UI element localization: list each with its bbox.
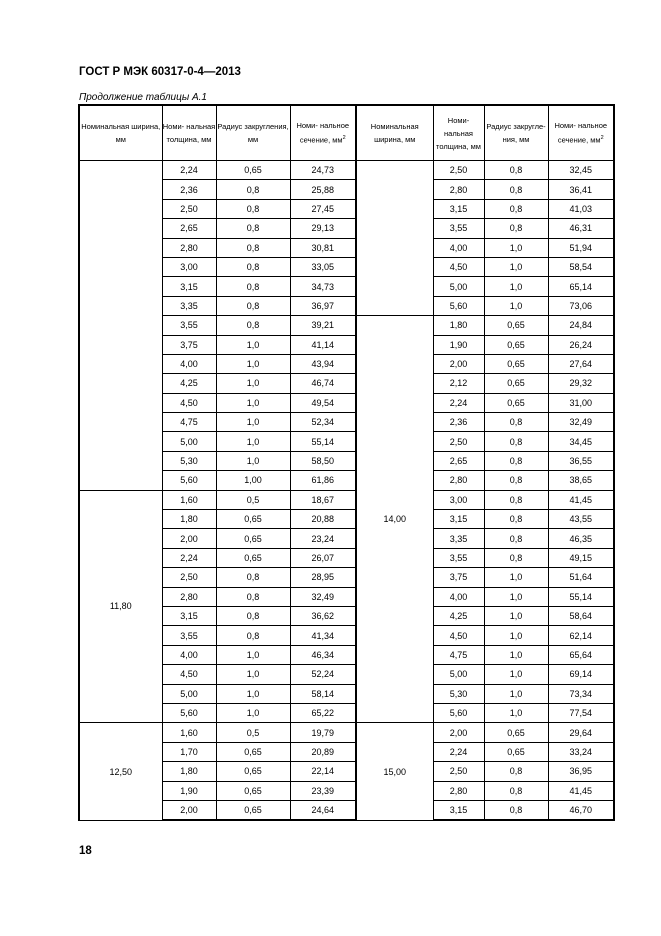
document-header: ГОСТ Р МЭК 60317-0-4—2013 (79, 66, 241, 78)
thickness-cell: 5,00 (162, 432, 216, 451)
thickness-cell: 2,36 (162, 180, 216, 199)
section-cell: 32,49 (290, 587, 356, 606)
thickness-cell: 3,00 (433, 490, 484, 509)
section-cell: 34,45 (548, 432, 614, 451)
radius-cell: 0,65 (484, 393, 548, 412)
radius-cell: 0,65 (484, 374, 548, 393)
radius-cell: 1,0 (216, 645, 290, 664)
thickness-cell: 1,70 (162, 742, 216, 761)
radius-cell: 0,65 (484, 335, 548, 354)
thickness-cell: 5,00 (433, 665, 484, 684)
section-cell: 27,64 (548, 354, 614, 373)
thickness-cell: 2,80 (433, 180, 484, 199)
thickness-cell: 1,80 (162, 510, 216, 529)
thickness-cell: 3,55 (433, 219, 484, 238)
thickness-cell: 5,30 (162, 451, 216, 470)
radius-cell: 1,00 (216, 471, 290, 490)
section-cell: 46,74 (290, 374, 356, 393)
section-cell: 51,64 (548, 568, 614, 587)
radius-cell: 1,0 (484, 587, 548, 606)
section-cell: 43,94 (290, 354, 356, 373)
thickness-cell: 4,00 (433, 238, 484, 257)
section-cell: 77,54 (548, 703, 614, 722)
thickness-cell: 2,00 (433, 723, 484, 742)
radius-cell: 0,65 (216, 781, 290, 800)
section-cell: 33,05 (290, 257, 356, 276)
section-cell: 32,45 (548, 161, 614, 180)
radius-cell: 0,8 (216, 180, 290, 199)
width-cell-left: 12,50 (79, 723, 162, 820)
thickness-cell: 3,15 (433, 800, 484, 820)
data-table (78, 104, 615, 821)
superscript: 2 (600, 135, 604, 142)
section-cell: 34,73 (290, 277, 356, 296)
section-cell: 30,81 (290, 238, 356, 257)
section-cell: 73,34 (548, 684, 614, 703)
section-cell: 38,65 (548, 471, 614, 490)
radius-cell: 1,0 (484, 296, 548, 315)
section-cell: 46,34 (290, 645, 356, 664)
thickness-cell: 4,00 (162, 354, 216, 373)
radius-cell: 1,0 (216, 374, 290, 393)
radius-cell: 1,0 (484, 703, 548, 722)
thickness-cell: 2,12 (433, 374, 484, 393)
section-cell: 36,97 (290, 296, 356, 315)
section-cell: 25,88 (290, 180, 356, 199)
thickness-cell: 2,24 (433, 742, 484, 761)
radius-cell: 1,0 (484, 684, 548, 703)
radius-cell: 0,8 (484, 490, 548, 509)
thickness-cell: 5,00 (433, 277, 484, 296)
section-cell: 58,50 (290, 451, 356, 470)
radius-cell: 0,8 (484, 762, 548, 781)
thickness-cell: 3,00 (162, 257, 216, 276)
section-cell: 26,07 (290, 548, 356, 567)
thickness-cell: 4,75 (433, 645, 484, 664)
section-cell: 29,32 (548, 374, 614, 393)
table-row (79, 161, 614, 180)
section-cell: 52,24 (290, 665, 356, 684)
thickness-cell: 5,60 (433, 703, 484, 722)
section-cell: 62,14 (548, 626, 614, 645)
radius-cell: 0,8 (484, 180, 548, 199)
section-cell: 36,95 (548, 762, 614, 781)
thickness-cell: 3,15 (162, 277, 216, 296)
thickness-cell: 1,90 (162, 781, 216, 800)
section-cell: 28,95 (290, 568, 356, 587)
thickness-cell: 3,35 (162, 296, 216, 315)
thickness-cell: 2,65 (433, 451, 484, 470)
width-cell-left: 11,80 (79, 490, 162, 723)
radius-cell: 0,65 (216, 529, 290, 548)
radius-cell: 0,65 (216, 548, 290, 567)
thickness-cell: 3,35 (433, 529, 484, 548)
radius-cell: 0,8 (216, 587, 290, 606)
section-cell: 19,79 (290, 723, 356, 742)
radius-cell: 1,0 (216, 665, 290, 684)
thickness-cell: 1,80 (433, 316, 484, 335)
radius-cell: 0,8 (216, 238, 290, 257)
section-cell: 23,24 (290, 529, 356, 548)
section-cell: 26,24 (548, 335, 614, 354)
section-cell: 58,64 (548, 606, 614, 625)
radius-cell: 1,0 (216, 451, 290, 470)
page-number: 18 (79, 845, 92, 857)
table-caption: Продолжение таблицы А.1 (79, 92, 207, 103)
radius-cell: 0,8 (484, 800, 548, 820)
section-cell: 36,41 (548, 180, 614, 199)
header-radius-right: Радиус закругле- ния, мм (484, 105, 548, 161)
thickness-cell: 4,50 (433, 257, 484, 276)
thickness-cell: 2,00 (162, 800, 216, 820)
radius-cell: 0,8 (216, 199, 290, 218)
header-section-left-text: Номи- нальное сечение, мм (296, 121, 350, 145)
thickness-cell: 2,24 (162, 548, 216, 567)
thickness-cell: 3,75 (162, 335, 216, 354)
thickness-cell: 2,24 (162, 161, 216, 180)
section-cell: 58,54 (548, 257, 614, 276)
radius-cell: 1,0 (216, 354, 290, 373)
section-cell: 27,45 (290, 199, 356, 218)
section-cell: 65,22 (290, 703, 356, 722)
superscript: 2 (342, 135, 346, 142)
thickness-cell: 4,00 (162, 645, 216, 664)
radius-cell: 0,8 (216, 277, 290, 296)
section-cell: 29,13 (290, 219, 356, 238)
header-section-left (290, 105, 356, 161)
radius-cell: 1,0 (216, 432, 290, 451)
thickness-cell: 2,65 (162, 219, 216, 238)
radius-cell: 0,8 (484, 432, 548, 451)
header-thickness-left: Номи- нальная толщина, мм (162, 105, 216, 161)
table-row (79, 723, 614, 742)
thickness-cell: 2,24 (433, 393, 484, 412)
header-thickness-right: Номи- нальная толщина, мм (433, 105, 484, 161)
thickness-cell: 1,80 (162, 762, 216, 781)
radius-cell: 1,0 (484, 645, 548, 664)
section-cell: 20,89 (290, 742, 356, 761)
thickness-cell: 3,55 (162, 626, 216, 645)
radius-cell: 0,65 (484, 723, 548, 742)
thickness-cell: 2,50 (162, 199, 216, 218)
section-cell: 61,86 (290, 471, 356, 490)
thickness-cell: 2,50 (433, 161, 484, 180)
radius-cell: 1,0 (484, 568, 548, 587)
section-cell: 73,06 (548, 296, 614, 315)
thickness-cell: 5,30 (433, 684, 484, 703)
section-cell: 36,55 (548, 451, 614, 470)
section-cell: 39,21 (290, 316, 356, 335)
radius-cell: 0,8 (216, 606, 290, 625)
radius-cell: 1,0 (484, 665, 548, 684)
radius-cell: 0,65 (216, 161, 290, 180)
thickness-cell: 1,90 (433, 335, 484, 354)
section-cell: 41,45 (548, 490, 614, 509)
section-cell: 65,64 (548, 645, 614, 664)
section-cell: 52,34 (290, 413, 356, 432)
section-cell: 55,14 (290, 432, 356, 451)
thickness-cell: 5,60 (162, 703, 216, 722)
header-width-right: Номинальная ширина, мм (356, 105, 433, 161)
thickness-cell: 2,00 (433, 354, 484, 373)
thickness-cell: 2,80 (433, 471, 484, 490)
width-cell-right: 14,00 (356, 316, 433, 723)
radius-cell: 0,8 (484, 219, 548, 238)
section-cell: 31,00 (548, 393, 614, 412)
header-width-left: Номинальная ширина, мм (79, 105, 162, 161)
section-cell: 41,45 (548, 781, 614, 800)
thickness-cell: 2,50 (433, 432, 484, 451)
table-row (79, 490, 614, 509)
section-cell: 58,14 (290, 684, 356, 703)
radius-cell: 0,5 (216, 723, 290, 742)
section-cell: 29,64 (548, 723, 614, 742)
section-cell: 41,34 (290, 626, 356, 645)
radius-cell: 1,0 (484, 238, 548, 257)
thickness-cell: 2,50 (162, 568, 216, 587)
section-cell: 32,49 (548, 413, 614, 432)
thickness-cell: 4,25 (162, 374, 216, 393)
radius-cell: 1,0 (216, 684, 290, 703)
radius-cell: 1,0 (216, 703, 290, 722)
thickness-cell: 3,15 (433, 510, 484, 529)
header-section-right (548, 105, 614, 161)
radius-cell: 0,5 (216, 490, 290, 509)
radius-cell: 0,8 (484, 161, 548, 180)
radius-cell: 0,8 (484, 199, 548, 218)
radius-cell: 0,65 (216, 800, 290, 820)
radius-cell: 0,8 (484, 510, 548, 529)
section-cell: 65,14 (548, 277, 614, 296)
section-cell: 69,14 (548, 665, 614, 684)
width-cell-right: 15,00 (356, 723, 433, 820)
section-cell: 51,94 (548, 238, 614, 257)
section-cell: 36,62 (290, 606, 356, 625)
radius-cell: 1,0 (484, 257, 548, 276)
radius-cell: 0,65 (484, 316, 548, 335)
radius-cell: 0,8 (216, 257, 290, 276)
radius-cell: 0,8 (484, 413, 548, 432)
thickness-cell: 2,50 (433, 762, 484, 781)
radius-cell: 0,65 (216, 510, 290, 529)
thickness-cell: 4,50 (162, 665, 216, 684)
radius-cell: 0,8 (484, 471, 548, 490)
section-cell: 55,14 (548, 587, 614, 606)
thickness-cell: 4,25 (433, 606, 484, 625)
thickness-cell: 1,60 (162, 723, 216, 742)
radius-cell: 0,8 (484, 548, 548, 567)
thickness-cell: 4,50 (162, 393, 216, 412)
thickness-cell: 5,60 (433, 296, 484, 315)
radius-cell: 0,8 (216, 316, 290, 335)
thickness-cell: 2,36 (433, 413, 484, 432)
thickness-cell: 3,55 (162, 316, 216, 335)
thickness-cell: 2,80 (162, 587, 216, 606)
section-cell: 23,39 (290, 781, 356, 800)
section-cell: 46,70 (548, 800, 614, 820)
radius-cell: 0,65 (484, 742, 548, 761)
section-cell: 18,67 (290, 490, 356, 509)
section-cell: 46,35 (548, 529, 614, 548)
section-cell: 41,03 (548, 199, 614, 218)
section-cell: 49,54 (290, 393, 356, 412)
thickness-cell: 2,80 (433, 781, 484, 800)
section-cell: 20,88 (290, 510, 356, 529)
section-cell: 49,15 (548, 548, 614, 567)
section-cell: 24,73 (290, 161, 356, 180)
section-cell: 24,64 (290, 800, 356, 820)
radius-cell: 0,8 (484, 529, 548, 548)
radius-cell: 0,65 (216, 742, 290, 761)
thickness-cell: 2,00 (162, 529, 216, 548)
radius-cell: 0,65 (216, 762, 290, 781)
thickness-cell: 5,00 (162, 684, 216, 703)
radius-cell: 1,0 (216, 393, 290, 412)
section-cell: 46,31 (548, 219, 614, 238)
thickness-cell: 4,50 (433, 626, 484, 645)
header-radius-left: Радиус закругления, мм (216, 105, 290, 161)
table-body (79, 161, 614, 821)
radius-cell: 0,8 (216, 219, 290, 238)
radius-cell: 0,65 (484, 354, 548, 373)
thickness-cell: 3,15 (162, 606, 216, 625)
thickness-cell: 2,80 (162, 238, 216, 257)
header-section-right-text: Номи- нальное сечение, мм (554, 121, 608, 145)
radius-cell: 0,8 (484, 451, 548, 470)
radius-cell: 1,0 (484, 277, 548, 296)
radius-cell: 1,0 (216, 413, 290, 432)
radius-cell: 0,8 (216, 296, 290, 315)
thickness-cell: 3,55 (433, 548, 484, 567)
thickness-cell: 4,00 (433, 587, 484, 606)
radius-cell: 0,8 (216, 568, 290, 587)
radius-cell: 0,8 (484, 781, 548, 800)
thickness-cell: 4,75 (162, 413, 216, 432)
thickness-cell: 3,75 (433, 568, 484, 587)
section-cell: 43,55 (548, 510, 614, 529)
radius-cell: 1,0 (484, 606, 548, 625)
section-cell: 33,24 (548, 742, 614, 761)
thickness-cell: 3,15 (433, 199, 484, 218)
thickness-cell: 5,60 (162, 471, 216, 490)
radius-cell: 1,0 (484, 626, 548, 645)
width-cell-right (356, 161, 433, 316)
section-cell: 24,84 (548, 316, 614, 335)
radius-cell: 1,0 (216, 335, 290, 354)
width-cell-left (79, 161, 162, 491)
radius-cell: 0,8 (216, 626, 290, 645)
section-cell: 22,14 (290, 762, 356, 781)
thickness-cell: 1,60 (162, 490, 216, 509)
section-cell: 41,14 (290, 335, 356, 354)
